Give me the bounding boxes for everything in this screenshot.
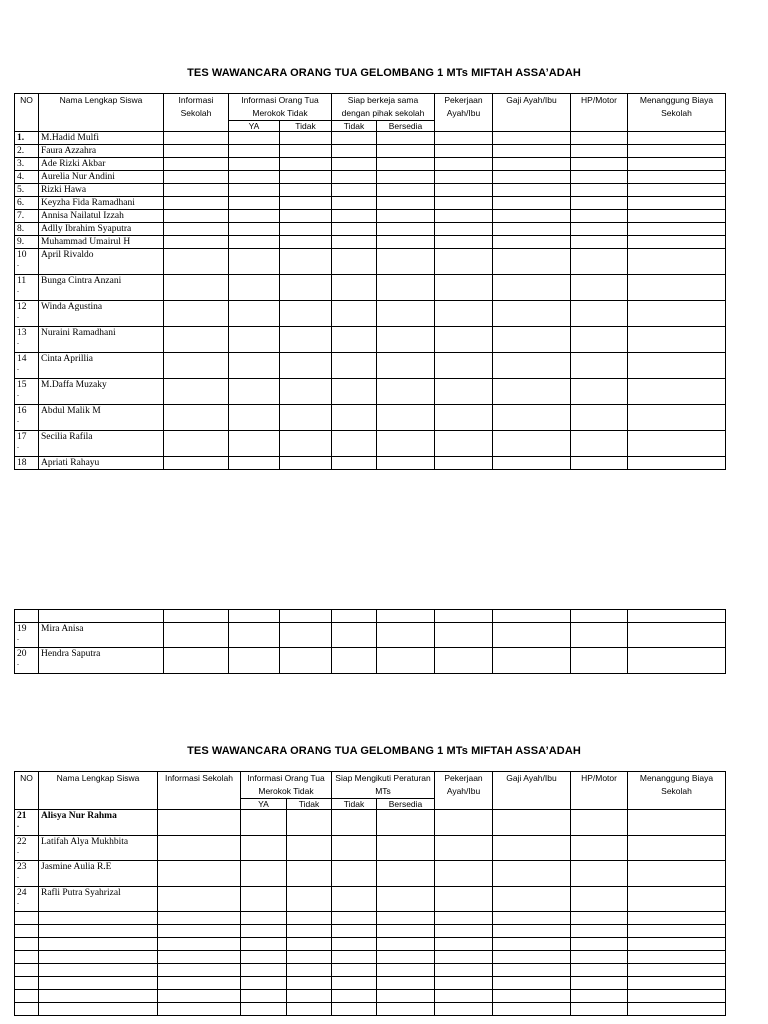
row-no: 15 xyxy=(17,380,27,390)
header-hp: HP/Motor xyxy=(571,772,628,810)
table-row xyxy=(15,457,726,470)
row-no: 6. xyxy=(15,197,39,210)
student-name: Hendra Saputra xyxy=(39,648,164,674)
student-name: Keyzha Fida Ramadhani xyxy=(39,197,164,210)
row-no: 17 xyxy=(17,432,27,442)
student-name: Mira Anisa xyxy=(39,623,164,648)
table-row: 17 . Secilia Rafila xyxy=(15,431,726,457)
header-nama: Nama Lengkap Siswa xyxy=(39,94,164,132)
student-name: Faura Azzahra xyxy=(39,145,164,158)
header-no: NO xyxy=(15,772,39,810)
empty-row xyxy=(15,951,726,964)
student-name: Apriati Rahayu xyxy=(39,457,164,470)
row-no: 18 xyxy=(15,457,39,470)
row-no: 21 xyxy=(17,811,27,821)
header-tidak: Tidak xyxy=(287,799,332,810)
row-no: 1. xyxy=(15,132,39,145)
header-ya: YA xyxy=(241,799,287,810)
table-row xyxy=(15,184,726,197)
header-pekerjaan: Pekerjaan Ayah/Ibu xyxy=(435,772,493,810)
row-no: 7. xyxy=(15,210,39,223)
row-no: 5. xyxy=(15,184,39,197)
row-no: 19 xyxy=(17,624,27,634)
header-informasi-sekolah: Informasi Sekolah xyxy=(158,772,241,810)
student-name: Abdul Malik M xyxy=(39,405,164,431)
table-row: 11 . Bunga Cintra Anzani xyxy=(15,275,726,301)
table-row: 23 . Jasmine Aulia R.E xyxy=(15,861,726,887)
table-row xyxy=(15,132,726,145)
student-name: Bunga Cintra Anzani xyxy=(39,275,164,301)
student-name: Latifah Alya Mukhbita xyxy=(39,836,158,861)
table-row: 19 . Mira Anisa xyxy=(15,623,726,648)
header-tidak: Tidak xyxy=(280,121,332,132)
table-row xyxy=(15,197,726,210)
student-name: Muhammad Umairul H xyxy=(39,236,164,249)
header-gaji: Gaji Ayah/Ibu xyxy=(493,772,571,810)
student-name: Secilia Rafila xyxy=(39,431,164,457)
student-name: Nuraini Ramadhani xyxy=(39,327,164,353)
table-row: 20 . Hendra Saputra xyxy=(15,648,726,674)
header-siap: Siap Mengikuti Peraturan MTs xyxy=(332,772,435,799)
table-row xyxy=(15,158,726,171)
page-title-1: TES WAWANCARA ORANG TUA GELOMBANG 1 MTs MIFTAH ASSA’ADAH xyxy=(187,67,581,79)
table-row: 13 . Nuraini Ramadhani xyxy=(15,327,726,353)
row-no: 4. xyxy=(15,171,39,184)
empty-row xyxy=(15,1003,726,1016)
table-row xyxy=(15,223,726,236)
page-title-2: TES WAWANCARA ORANG TUA GELOMBANG 1 MTs MIFTAH ASSA’ADAH xyxy=(187,745,581,757)
interview-table-1 xyxy=(14,93,726,470)
row-no: 20 xyxy=(17,649,27,659)
table-row xyxy=(15,171,726,184)
student-name: Ade Rizki Akbar xyxy=(39,158,164,171)
row-no: 13 xyxy=(17,328,27,338)
student-name xyxy=(39,610,164,623)
row-no: 11 xyxy=(17,276,27,286)
table-row xyxy=(15,210,726,223)
header-no: NO xyxy=(15,94,39,132)
row-no: 9. xyxy=(15,236,39,249)
header-gaji: Gaji Ayah/Ibu xyxy=(493,94,571,132)
header-merokok: Informasi Orang Tua Merokok Tidak xyxy=(229,94,332,121)
header-tidak-2: Tidak xyxy=(332,121,377,132)
student-name: Winda Agustina xyxy=(39,301,164,327)
header-bersedia: Bersedia xyxy=(377,799,435,810)
header-ya: YA xyxy=(229,121,280,132)
empty-row xyxy=(15,977,726,990)
row-no: 23 xyxy=(17,862,27,872)
row-no: 22 xyxy=(17,837,27,847)
header-merokok: Informasi Orang Tua Merokok Tidak xyxy=(241,772,332,799)
student-name: Rafli Putra Syahrizal xyxy=(39,887,158,912)
empty-row xyxy=(15,938,726,951)
student-name: Alisya Nur Rahma xyxy=(39,810,158,836)
empty-row xyxy=(15,964,726,977)
header-nama: Nama Lengkap Siswa xyxy=(39,772,158,810)
student-name: Aurelia Nur Andini xyxy=(39,171,164,184)
header-bersedia: Bersedia xyxy=(377,121,435,132)
row-no: 2. xyxy=(15,145,39,158)
empty-row xyxy=(15,925,726,938)
header-hp: HP/Motor xyxy=(571,94,628,132)
row-no: 8. xyxy=(15,223,39,236)
header-siap: Siap berkeja sama dengan pihak sekolah xyxy=(332,94,435,121)
student-name: Adlly Ibrahim Syaputra xyxy=(39,223,164,236)
student-name: April Rivaldo xyxy=(39,249,164,275)
header-tidak-2: Tidak xyxy=(332,799,377,810)
table-row: 22 . Latifah Alya Mukhbita xyxy=(15,836,726,861)
student-name: M.Daffa Muzaky xyxy=(39,379,164,405)
student-name: Cinta Aprillia xyxy=(39,353,164,379)
interview-table-3 xyxy=(14,771,726,1016)
row-no: 10 xyxy=(17,250,27,260)
table-row: 16 . Abdul Malik M xyxy=(15,405,726,431)
student-name: Rizki Hawa xyxy=(39,184,164,197)
table-row: 10 . April Rivaldo xyxy=(15,249,726,275)
student-name: Annisa Nailatul Izzah xyxy=(39,210,164,223)
table-row xyxy=(15,610,726,623)
header-pekerjaan: Pekerjaan Ayah/Ibu xyxy=(435,94,493,132)
table-row xyxy=(15,236,726,249)
table-row: 12 . Winda Agustina xyxy=(15,301,726,327)
student-name: M.Hadid Mulfi xyxy=(39,132,164,145)
table-row: 24 . Rafli Putra Syahrizal xyxy=(15,887,726,912)
header-biaya: Menanggung Biaya Sekolah xyxy=(628,94,726,132)
row-no: 14 xyxy=(17,354,27,364)
student-name: Jasmine Aulia R.E xyxy=(39,861,158,887)
interview-table-2 xyxy=(14,609,726,674)
empty-row xyxy=(15,990,726,1003)
table-row: 14 . Cinta Aprillia xyxy=(15,353,726,379)
empty-row xyxy=(15,912,726,925)
row-no: 24 xyxy=(17,888,27,898)
header-informasi-sekolah: Informasi Sekolah xyxy=(164,94,229,132)
row-no xyxy=(15,610,39,623)
table-row: 15 . M.Daffa Muzaky xyxy=(15,379,726,405)
row-no: 16 xyxy=(17,406,27,416)
table-row xyxy=(15,145,726,158)
row-no: 12 xyxy=(17,302,27,312)
header-biaya: Menanggung Biaya Sekolah xyxy=(628,772,726,810)
row-no: 3. xyxy=(15,158,39,171)
table-row: 21 . Alisya Nur Rahma xyxy=(15,810,726,836)
